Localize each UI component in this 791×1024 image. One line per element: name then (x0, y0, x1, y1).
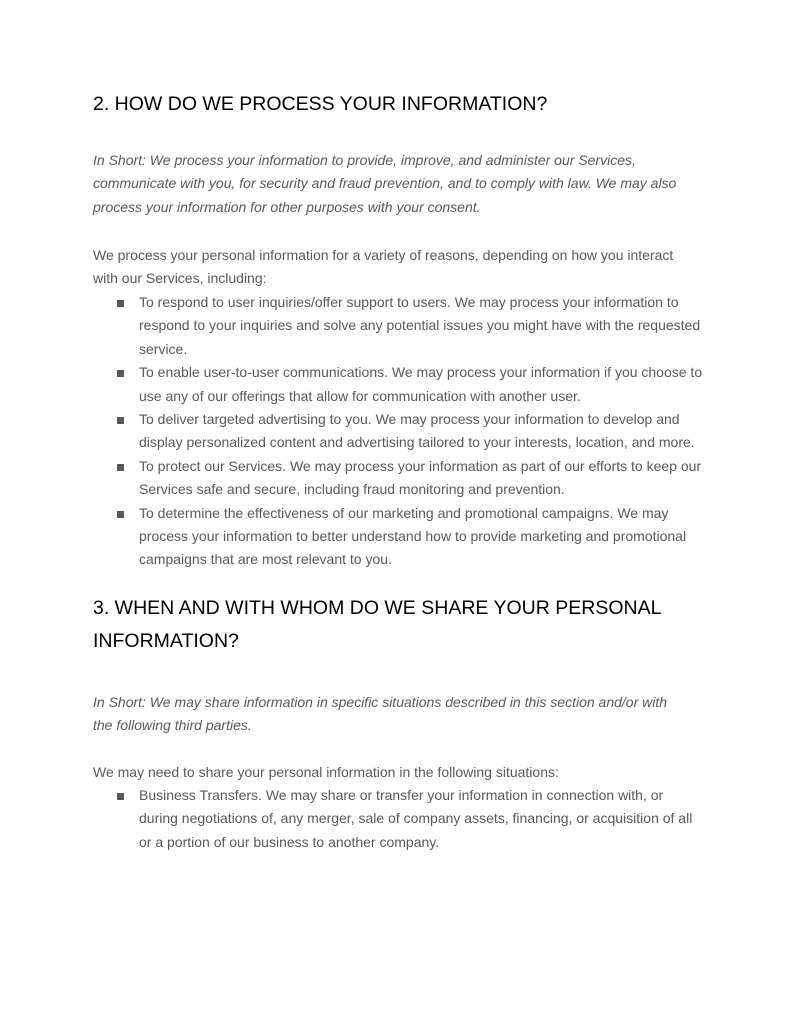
square-bullet-icon (117, 464, 124, 471)
list-item-text: To deliver targeted advertising to you. We may process your information to develop and display personalized content and advertising tailored to your interests, location, and more. (139, 411, 695, 451)
list-item-text: To enable user-to-user communications. We may process your information if you choose to use any of our offerings that allow for communication with another user. (139, 364, 703, 404)
list-item (93, 361, 703, 408)
section-2-purpose-list (93, 291, 703, 572)
section-3-situation-list (93, 784, 703, 854)
list-item-text: Business Transfers. We may share or transfer your information in connection with, or during negotiations of, any merger, sale of company assets, financing, or acquisition of all or a portion of our business to another company. (139, 787, 693, 850)
square-bullet-icon (117, 793, 124, 800)
list-item (93, 291, 703, 361)
list-item-text: To determine the effectiveness of our marketing and promotional campaigns. We may process your information to better understand how to provide marketing and promotional campaigns that are most relevant to you. (139, 504, 687, 568)
section-2-intro: We process your personal information for a variety of reasons, depending on how you interact with our Services, including: (93, 247, 674, 287)
square-bullet-icon (117, 300, 124, 307)
list-item-text: To protect our Services. We may process your information as part of our efforts to keep our Services safe and secure, including fraud monitoring and prevention. (139, 457, 702, 498)
list-item-text: To respond to user inquiries/offer support to users. We may process your information to respond to your inquiries and solve any potential issues you might have with the requested service. (139, 294, 701, 357)
square-bullet-icon (117, 511, 124, 518)
section-3-in-short: In Short: We may share information in specific situations described in this section and/or with the following third parties. (93, 694, 668, 734)
square-bullet-icon (117, 417, 124, 424)
square-bullet-icon (117, 370, 124, 377)
list-item (93, 408, 703, 455)
list-item (93, 502, 703, 572)
section-3-intro: We may need to share your personal information in the following situations: (93, 764, 559, 780)
section-2-in-short: In Short: We process your information to provide, improve, and administer our Services, communicate with you, for security and fraud prevention, and to comply with law. We may also process your information for other purposes with your consent. (93, 152, 677, 215)
section-3-heading: 3. WHEN AND WITH WHOM DO WE SHARE YOUR PERSONAL INFORMATION? (93, 597, 661, 652)
section-2-heading: 2. HOW DO WE PROCESS YOUR INFORMATION? (93, 93, 548, 115)
list-item (93, 455, 703, 502)
list-item (93, 784, 703, 854)
